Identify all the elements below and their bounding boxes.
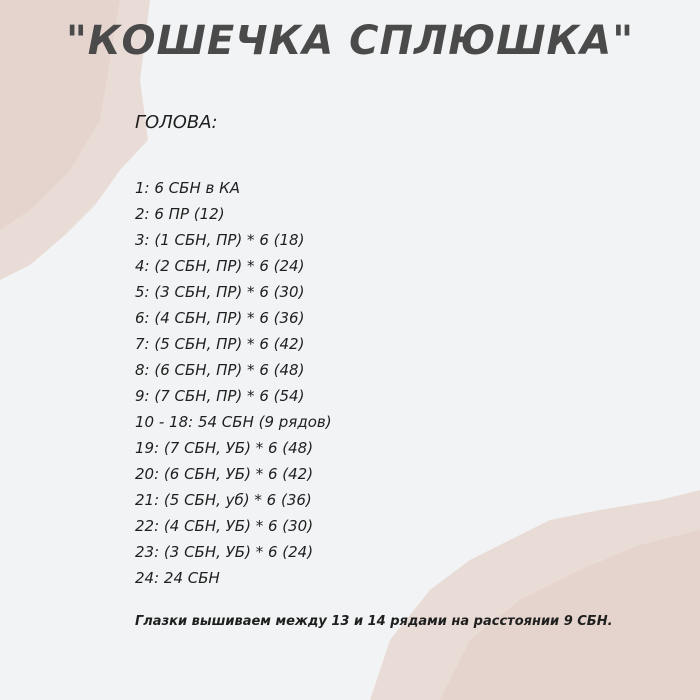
pattern-row: 6: (4 СБН, ПР) * 6 (36): [135, 309, 305, 327]
pattern-row: 9: (7 СБН, ПР) * 6 (54): [135, 387, 305, 405]
page-title: "КОШЕЧКА СПЛЮШКА": [65, 18, 635, 64]
pattern-row: 10 - 18: 54 СБН (9 рядов): [135, 413, 332, 431]
pattern-rows-list: [135, 175, 332, 591]
pattern-row: 5: (3 СБН, ПР) * 6 (30): [135, 283, 305, 301]
pattern-row: 1: 6 СБН в КА: [135, 179, 241, 197]
pattern-row: 20: (6 СБН, УБ) * 6 (42): [135, 465, 314, 483]
eyes-note: Глазки вышиваем между 13 и 14 рядами на расстоянии 9 СБН.: [135, 614, 613, 629]
section-heading: ГОЛОВА:: [135, 112, 218, 133]
pattern-row: 4: (2 СБН, ПР) * 6 (24): [135, 257, 305, 275]
pattern-row: 3: (1 СБН, ПР) * 6 (18): [135, 231, 305, 249]
pattern-row: 24: 24 СБН: [135, 569, 220, 587]
pattern-row: 22: (4 СБН, УБ) * 6 (30): [135, 517, 314, 535]
pattern-row: 23: (3 СБН, УБ) * 6 (24): [135, 543, 314, 561]
pattern-row: 7: (5 СБН, ПР) * 6 (42): [135, 335, 305, 353]
pattern-row: 21: (5 СБН, уб) * 6 (36): [135, 491, 312, 509]
pattern-row: 8: (6 СБН, ПР) * 6 (48): [135, 361, 305, 379]
pattern-row: 2: 6 ПР (12): [135, 205, 225, 223]
pattern-row: 19: (7 СБН, УБ) * 6 (48): [135, 439, 314, 457]
